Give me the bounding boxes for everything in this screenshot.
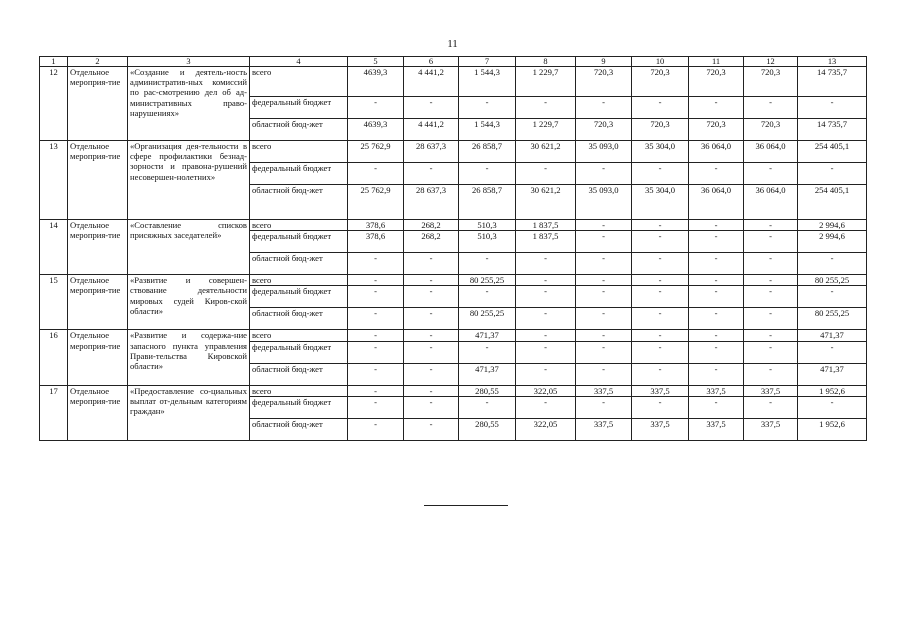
funding-source: федеральный бюджет xyxy=(250,231,348,253)
value-cell: - xyxy=(632,330,689,341)
value-cell: - xyxy=(404,253,459,275)
value-cell: 378,6 xyxy=(348,220,404,231)
row-number: 16 xyxy=(40,330,68,385)
value-cell: - xyxy=(516,330,576,341)
value-cell: - xyxy=(576,275,632,286)
value-cell: 35 093,0 xyxy=(576,185,632,220)
value-cell: - xyxy=(744,286,798,308)
value-cell: - xyxy=(576,163,632,185)
value-cell: 1 229,7 xyxy=(516,119,576,141)
value-cell: - xyxy=(632,275,689,286)
row-number: 14 xyxy=(40,220,68,275)
value-cell: - xyxy=(348,97,404,119)
value-cell: 4 441,2 xyxy=(404,119,459,141)
value-cell: 720,3 xyxy=(744,67,798,97)
header-cell: 3 xyxy=(128,57,250,67)
total-cell: - xyxy=(798,163,867,185)
value-cell: - xyxy=(459,396,516,418)
value-cell: 28 637,3 xyxy=(404,185,459,220)
total-cell: 471,37 xyxy=(798,330,867,341)
funding-source: федеральный бюджет xyxy=(250,396,348,418)
total-cell: - xyxy=(798,253,867,275)
value-cell: - xyxy=(744,231,798,253)
funding-source: областной бюд-жет xyxy=(250,418,348,440)
funding-source: областной бюд-жет xyxy=(250,253,348,275)
value-cell: 720,3 xyxy=(689,67,744,97)
funding-source: всего xyxy=(250,67,348,97)
value-cell: 280,55 xyxy=(459,385,516,396)
value-cell: - xyxy=(632,286,689,308)
value-cell: - xyxy=(459,286,516,308)
value-cell: - xyxy=(744,220,798,231)
total-cell: 80 255,25 xyxy=(798,308,867,330)
value-cell: 337,5 xyxy=(689,385,744,396)
total-cell: - xyxy=(798,341,867,363)
value-cell: 268,2 xyxy=(404,220,459,231)
value-cell: - xyxy=(516,163,576,185)
value-cell: 4639,3 xyxy=(348,119,404,141)
value-cell: 720,3 xyxy=(576,119,632,141)
value-cell: 720,3 xyxy=(632,67,689,97)
table-header-row xyxy=(40,57,867,67)
value-cell: - xyxy=(689,363,744,385)
total-cell: 14 735,7 xyxy=(798,67,867,97)
value-cell: 28 637,3 xyxy=(404,141,459,163)
measure-type: Отдельное мероприя-тие xyxy=(68,67,128,141)
measure-type: Отдельное мероприя-тие xyxy=(68,330,128,385)
value-cell: - xyxy=(689,231,744,253)
funding-source: всего xyxy=(250,141,348,163)
value-cell: - xyxy=(459,341,516,363)
value-cell: 510,3 xyxy=(459,220,516,231)
value-cell: 1 229,7 xyxy=(516,67,576,97)
value-cell: - xyxy=(404,308,459,330)
value-cell: - xyxy=(348,330,404,341)
header-cell: 5 xyxy=(348,57,404,67)
value-cell: 337,5 xyxy=(744,418,798,440)
header-cell: 6 xyxy=(404,57,459,67)
value-cell: 510,3 xyxy=(459,231,516,253)
value-cell: 337,5 xyxy=(744,385,798,396)
value-cell: - xyxy=(348,253,404,275)
header-cell: 7 xyxy=(459,57,516,67)
value-cell: - xyxy=(744,341,798,363)
value-cell: - xyxy=(744,97,798,119)
value-cell: - xyxy=(404,396,459,418)
page-number: 11 xyxy=(447,38,458,50)
value-cell: - xyxy=(348,286,404,308)
value-cell: 4639,3 xyxy=(348,67,404,97)
value-cell: 471,37 xyxy=(459,363,516,385)
measure-type: Отдельное мероприя-тие xyxy=(68,275,128,330)
value-cell: 322,05 xyxy=(516,385,576,396)
value-cell: 268,2 xyxy=(404,231,459,253)
value-cell: 337,5 xyxy=(632,418,689,440)
value-cell: 337,5 xyxy=(632,385,689,396)
table-row xyxy=(40,220,867,231)
measure-name: «Развитие и совершен-ствование деятельности мировых судей Киров-ской области» xyxy=(128,275,250,330)
value-cell: - xyxy=(348,163,404,185)
table-row xyxy=(40,275,867,286)
value-cell: - xyxy=(576,220,632,231)
value-cell: 80 255,25 xyxy=(459,308,516,330)
value-cell: - xyxy=(576,97,632,119)
value-cell: 1 837,5 xyxy=(516,220,576,231)
funding-source: всего xyxy=(250,220,348,231)
value-cell: - xyxy=(689,308,744,330)
value-cell: 322,05 xyxy=(516,418,576,440)
value-cell: 26 858,7 xyxy=(459,185,516,220)
total-cell: - xyxy=(798,396,867,418)
value-cell: - xyxy=(516,308,576,330)
value-cell: 280,55 xyxy=(459,418,516,440)
header-cell: 9 xyxy=(576,57,632,67)
header-cell: 4 xyxy=(250,57,348,67)
value-cell: 36 064,0 xyxy=(744,185,798,220)
value-cell: 35 304,0 xyxy=(632,185,689,220)
value-cell: - xyxy=(348,341,404,363)
value-cell: - xyxy=(404,275,459,286)
value-cell: 35 093,0 xyxy=(576,141,632,163)
value-cell: - xyxy=(404,341,459,363)
value-cell: - xyxy=(576,286,632,308)
value-cell: - xyxy=(576,363,632,385)
value-cell: - xyxy=(348,308,404,330)
value-cell: - xyxy=(516,341,576,363)
value-cell: - xyxy=(459,253,516,275)
value-cell: - xyxy=(632,97,689,119)
value-cell: 720,3 xyxy=(576,67,632,97)
value-cell: - xyxy=(689,330,744,341)
funding-source: областной бюд-жет xyxy=(250,185,348,220)
value-cell: - xyxy=(516,97,576,119)
value-cell: - xyxy=(459,163,516,185)
total-cell: 2 994,6 xyxy=(798,231,867,253)
table-row xyxy=(40,141,867,163)
measure-name: «Организация дея-тельности в сфере профилактики безнад-зорности и правона-рушений несовершен-нолетних» xyxy=(128,141,250,220)
value-cell: - xyxy=(516,363,576,385)
value-cell: 1 837,5 xyxy=(516,231,576,253)
value-cell: 720,3 xyxy=(632,119,689,141)
value-cell: 337,5 xyxy=(576,385,632,396)
value-cell: - xyxy=(689,341,744,363)
value-cell: - xyxy=(348,418,404,440)
header-cell: 10 xyxy=(632,57,689,67)
value-cell: 337,5 xyxy=(689,418,744,440)
value-cell: 26 858,7 xyxy=(459,141,516,163)
value-cell: 36 064,0 xyxy=(744,141,798,163)
value-cell: - xyxy=(689,97,744,119)
value-cell: 471,37 xyxy=(459,330,516,341)
value-cell: - xyxy=(744,363,798,385)
funding-table xyxy=(39,56,867,441)
value-cell: - xyxy=(459,97,516,119)
value-cell: - xyxy=(744,330,798,341)
value-cell: - xyxy=(516,275,576,286)
measure-type: Отдельное мероприя-тие xyxy=(68,220,128,275)
value-cell: 4 441,2 xyxy=(404,67,459,97)
value-cell: 337,5 xyxy=(576,418,632,440)
funding-source: федеральный бюджет xyxy=(250,163,348,185)
header-cell: 13 xyxy=(798,57,867,67)
value-cell: - xyxy=(632,341,689,363)
value-cell: 378,6 xyxy=(348,231,404,253)
value-cell: - xyxy=(689,275,744,286)
measure-name: «Предоставление со-циальных выплат от-дельным категориям граждан» xyxy=(128,385,250,440)
total-cell: 254 405,1 xyxy=(798,141,867,163)
row-number: 13 xyxy=(40,141,68,220)
value-cell: - xyxy=(744,253,798,275)
table-row xyxy=(40,330,867,341)
total-cell: 2 994,6 xyxy=(798,220,867,231)
value-cell: - xyxy=(632,220,689,231)
row-number: 17 xyxy=(40,385,68,440)
value-cell: - xyxy=(576,253,632,275)
value-cell: - xyxy=(348,396,404,418)
value-cell: - xyxy=(632,396,689,418)
value-cell: - xyxy=(404,163,459,185)
table-row xyxy=(40,385,867,396)
value-cell: - xyxy=(516,396,576,418)
total-cell: 1 952,6 xyxy=(798,385,867,396)
value-cell: - xyxy=(632,231,689,253)
value-cell: - xyxy=(689,163,744,185)
header-cell: 2 xyxy=(68,57,128,67)
funding-source: всего xyxy=(250,275,348,286)
value-cell: 1 544,3 xyxy=(459,67,516,97)
value-cell: - xyxy=(348,363,404,385)
value-cell: - xyxy=(404,418,459,440)
value-cell: - xyxy=(576,231,632,253)
header-cell: 1 xyxy=(40,57,68,67)
value-cell: 25 762,9 xyxy=(348,141,404,163)
value-cell: - xyxy=(404,97,459,119)
total-cell: 14 735,7 xyxy=(798,119,867,141)
funding-source: областной бюд-жет xyxy=(250,363,348,385)
value-cell: - xyxy=(632,308,689,330)
value-cell: 720,3 xyxy=(689,119,744,141)
measure-name: «Составление списков присяжных заседателей» xyxy=(128,220,250,275)
total-cell: 254 405,1 xyxy=(798,185,867,220)
end-rule xyxy=(424,505,508,506)
header-cell: 12 xyxy=(744,57,798,67)
total-cell: - xyxy=(798,97,867,119)
header-cell: 11 xyxy=(689,57,744,67)
funding-source: федеральный бюджет xyxy=(250,286,348,308)
value-cell: - xyxy=(404,286,459,308)
value-cell: - xyxy=(576,396,632,418)
value-cell: - xyxy=(348,385,404,396)
value-cell: 25 762,9 xyxy=(348,185,404,220)
funding-source: всего xyxy=(250,385,348,396)
value-cell: - xyxy=(744,396,798,418)
funding-source: всего xyxy=(250,330,348,341)
measure-type: Отдельное мероприя-тие xyxy=(68,141,128,220)
funding-source: федеральный бюджет xyxy=(250,97,348,119)
value-cell: - xyxy=(516,253,576,275)
value-cell: - xyxy=(404,385,459,396)
total-cell: - xyxy=(798,286,867,308)
value-cell: - xyxy=(689,286,744,308)
value-cell: 1 544,3 xyxy=(459,119,516,141)
value-cell: - xyxy=(404,330,459,341)
funding-source: федеральный бюджет xyxy=(250,341,348,363)
total-cell: 80 255,25 xyxy=(798,275,867,286)
value-cell: 36 064,0 xyxy=(689,141,744,163)
value-cell: - xyxy=(576,308,632,330)
funding-source: областной бюд-жет xyxy=(250,119,348,141)
value-cell: - xyxy=(744,308,798,330)
value-cell: - xyxy=(744,163,798,185)
value-cell: 35 304,0 xyxy=(632,141,689,163)
value-cell: - xyxy=(576,341,632,363)
value-cell: - xyxy=(632,363,689,385)
value-cell: - xyxy=(516,286,576,308)
value-cell: - xyxy=(744,275,798,286)
value-cell: - xyxy=(576,330,632,341)
row-number: 15 xyxy=(40,275,68,330)
total-cell: 471,37 xyxy=(798,363,867,385)
value-cell: 720,3 xyxy=(744,119,798,141)
measure-name: «Развитие и содержа-ние запасного пункта управления Прави-тельства Кировской области» xyxy=(128,330,250,385)
value-cell: - xyxy=(404,363,459,385)
value-cell: - xyxy=(689,253,744,275)
value-cell: 80 255,25 xyxy=(459,275,516,286)
value-cell: 36 064,0 xyxy=(689,185,744,220)
value-cell: 30 621,2 xyxy=(516,141,576,163)
row-number: 12 xyxy=(40,67,68,141)
value-cell: 30 621,2 xyxy=(516,185,576,220)
value-cell: - xyxy=(632,253,689,275)
header-cell: 8 xyxy=(516,57,576,67)
value-cell: - xyxy=(632,163,689,185)
total-cell: 1 952,6 xyxy=(798,418,867,440)
value-cell: - xyxy=(689,396,744,418)
measure-type: Отдельное мероприя-тие xyxy=(68,385,128,440)
value-cell: - xyxy=(348,275,404,286)
measure-name: «Создание и деятель-ность административ-ных комиссий по рас-смотрению дел об ад-министративных право-нарушениях» xyxy=(128,67,250,141)
table-row xyxy=(40,67,867,97)
funding-source: областной бюд-жет xyxy=(250,308,348,330)
value-cell: - xyxy=(689,220,744,231)
